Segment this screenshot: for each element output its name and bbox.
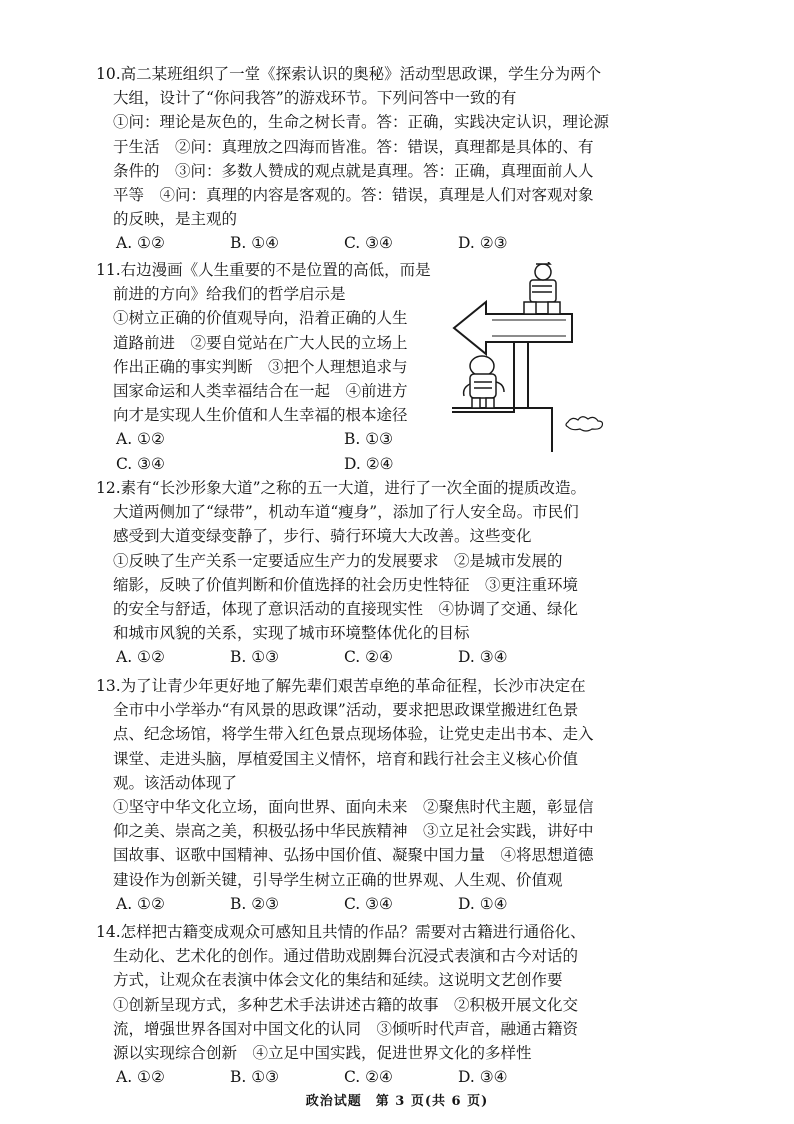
question-13 [96, 674, 696, 916]
question-line: 国故事、讴歌中国精神、弘扬中国价值、凝聚中国力量 ④将思想道德 [113, 846, 594, 865]
question-line: 建设作为创新关键，引导学生树立正确的世界观、人生观、价值观 [113, 870, 563, 889]
question-line: 国家命运和人类幸福结合在一起 ④前进方 [113, 381, 408, 400]
question-line: 点、纪念场馆，将学生带入红色景点现场体验，让党史走出书本、走入 [113, 725, 594, 744]
question-14 [96, 920, 696, 1089]
choice-b[interactable]: B. ①③ [344, 430, 394, 449]
question-line: 观。该活动体现了 [113, 773, 238, 792]
question-line: 14.怎样把古籍变成观众可感知且共情的作品？需要对古籍进行通俗化、 [96, 923, 586, 941]
question-line: 向才是实现人生价值和人生幸福的根本途径 [113, 406, 408, 425]
figure-below [464, 356, 504, 408]
question-line: 和城市风貌的关系，实现了城市环境整体优化的目标 [113, 624, 470, 643]
question-line: 缩影，反映了价值判断和价值选择的社会历史性特征 ③更注重环境 [113, 575, 579, 594]
question-line: 大道两侧加了“绿带”，机动车道“瘦身”，添加了行人安全岛。市民们 [113, 503, 579, 522]
question-line: 10.高二某班组织了一堂《探索认识的奥秘》活动型思政课，学生分为两个 [96, 65, 602, 83]
choice-a[interactable]: A. ①② [116, 430, 165, 449]
answer-choices [96, 645, 696, 669]
question-line: 课堂、走进头脑，厚植爱国主义情怀，培育和践行社会主义核心价值 [113, 749, 579, 768]
choice-d[interactable]: D. ①④ [458, 894, 508, 913]
question-line: ①坚守中华文化立场，面向世界、面向未来 ②聚焦时代主题，彰显信 [113, 797, 594, 816]
choice-a[interactable]: A. ①② [116, 648, 165, 667]
answer-choices [96, 452, 456, 476]
question-line: 平等 ④问：真理的内容是客观的。答：错误，真理是人们对客观对象 [113, 185, 594, 204]
figure-on-top [524, 262, 560, 314]
question-line: 全市中小学举办“有风景的思政课”活动，要求把思政课堂搬进红色景 [113, 701, 579, 720]
choice-a[interactable]: A. ①② [116, 1068, 165, 1087]
question-line: 源以实现综合创新 ④立足中国实践，促进世界文化的多样性 [113, 1043, 532, 1062]
question-line: 道路前进 ②要自觉站在广大人民的立场上 [113, 333, 408, 352]
choice-c[interactable]: C. ③④ [344, 894, 393, 913]
choice-c[interactable]: C. ③④ [116, 454, 165, 473]
question-line: 流，增强世界各国对中国文化的认同 ③倾听时代声音，融通古籍资 [113, 1019, 579, 1038]
question-line: 12.素有“长沙形象大道”之称的五一大道，进行了一次全面的提质改造。 [96, 479, 587, 497]
question-line: 13.为了让青少年更好地了解先辈们艰苦卓绝的革命征程，长沙市决定在 [96, 677, 586, 695]
page-footer: 政治试题 第 3 页(共 6 页) [305, 1094, 489, 1109]
choice-c[interactable]: C. ③④ [344, 234, 393, 253]
question-line: 11.右边漫画《人生重要的不是位置的高低，而是 [96, 261, 431, 279]
choice-d[interactable]: D. ③④ [458, 1068, 508, 1087]
answer-choices [96, 892, 696, 916]
question-line: 于生活 ②问：真理放之四海而皆准。答：错误，真理都是具体的、有 [113, 137, 594, 156]
question-line: 方式，让观众在表演中体会文化的集结和延续。这说明文艺创作要 [113, 971, 563, 990]
answer-choices [96, 427, 456, 451]
question-line: 条件的 ③问：多数人赞成的观点就是真理。答：正确，真理面前人人 [113, 161, 594, 180]
question-12 [96, 476, 696, 670]
choice-c[interactable]: C. ②④ [344, 648, 393, 667]
question-line: 生动化、艺术化的创作。通过借助戏剧舞台沉浸式表演和古今对话的 [113, 947, 579, 966]
question-line: 的反映，是主观的 [113, 210, 238, 229]
choice-b[interactable]: B. ①③ [230, 648, 280, 667]
question-line: 前进的方向》给我们的哲学启示是 [113, 285, 346, 304]
choice-a[interactable]: A. ①② [116, 234, 165, 253]
question-line: ①问：理论是灰色的，生命之树长青。答：正确，实践决定认识，理论源 [113, 113, 610, 132]
question-line: 仰之美、崇高之美，积极弘扬中华民族精神 ③立足社会实践，讲好中 [113, 822, 594, 841]
answer-choices [96, 231, 696, 255]
choice-b[interactable]: B. ①④ [230, 234, 280, 253]
choice-a[interactable]: A. ①② [116, 894, 165, 913]
choice-c[interactable]: C. ②④ [344, 1068, 393, 1087]
choice-d[interactable]: D. ②④ [344, 454, 394, 473]
question-line: 感受到大道变绿变静了，步行、骑行环境大大改善。这些变化 [113, 527, 532, 546]
question-11 [96, 258, 456, 476]
question-line: ①反映了生产关系一定要适应生产力的发展要求 ②是城市发展的 [113, 551, 563, 570]
question-10 [96, 62, 696, 256]
answer-choices [96, 1065, 696, 1089]
question-line: ①树立正确的价值观导向，沿着正确的人生 [113, 309, 408, 328]
choice-b[interactable]: B. ①③ [230, 1068, 280, 1087]
cartoon-illustration [452, 262, 624, 454]
question-line: 作出正确的事实判断 ③把个人理想追求与 [113, 357, 408, 376]
question-line: 的安全与舒适，体现了意识活动的直接现实性 ④协调了交通、绿化 [113, 599, 579, 618]
choice-b[interactable]: B. ②③ [230, 894, 280, 913]
choice-d[interactable]: D. ②③ [458, 234, 508, 253]
choice-d[interactable]: D. ③④ [458, 648, 508, 667]
question-line: 大组，设计了“你问我答”的游戏环节。下列问答中一致的有 [113, 89, 517, 108]
question-line: ①创新呈现方式，多种艺术手法讲述古籍的故事 ②积极开展文化交 [113, 995, 579, 1014]
